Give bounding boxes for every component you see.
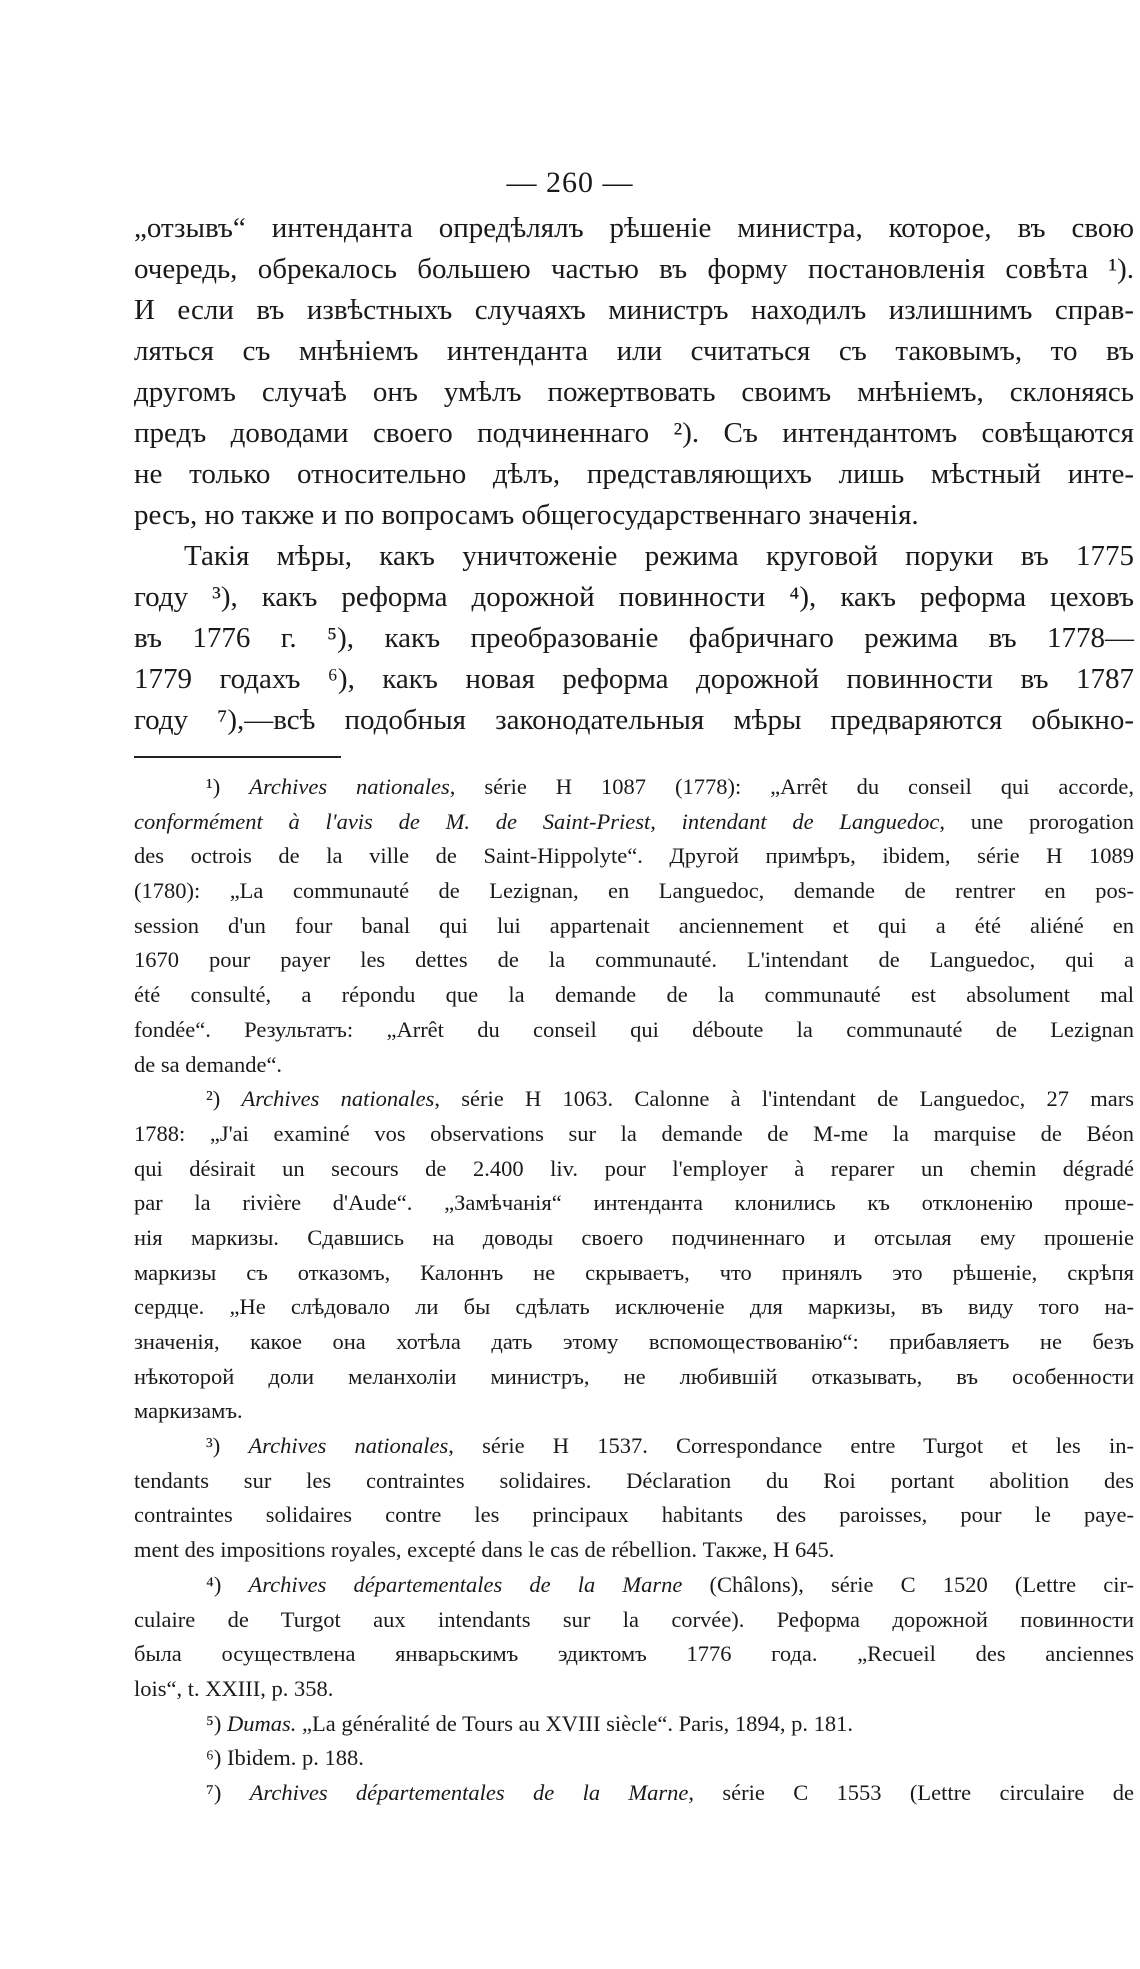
citation-title: Dumas.	[226, 1710, 297, 1736]
footnote-line	[134, 909, 1134, 944]
footnote-text: ment des impositions royales, excepté dans le cas de rébellion. Также, H 645.	[134, 1537, 835, 1563]
footnote-text: des octrois de la ville de Saint-Hippolyte“. Другой примѣръ, ibidem, série H 1089	[134, 843, 1134, 869]
footnote-line	[134, 770, 1134, 805]
footnote-text: tendants sur les contraintes solidaires. Déclaration du Roi portant abolition des	[134, 1467, 1134, 1493]
text-line: ляться съ мнѣніемъ интенданта или считаться съ таковымъ, то въ	[134, 335, 1134, 367]
footnote-text: сердце. „Не слѣдовало ли бы сдѣлать исключеніе для маркизы, въ виду того на-	[134, 1294, 1134, 1320]
text-line: предъ доводами своего подчиненнаго ²). Съ интендантомъ совѣщаются	[134, 417, 1134, 449]
footnote-line	[134, 1741, 1134, 1776]
footnote-line	[134, 1082, 1134, 1117]
footnote-line	[134, 1568, 1134, 1603]
footnote-line	[134, 1533, 1134, 1568]
footnote-text: нѣкоторой доли меланхоліи министръ, не любившій отказывать, въ особенности	[134, 1363, 1134, 1389]
footnote-text: de sa demande“.	[134, 1051, 283, 1077]
footnote-text: ⁵)	[206, 1710, 227, 1736]
footnote-line	[134, 1290, 1134, 1325]
footnote-line	[134, 1186, 1134, 1221]
footnote-line	[134, 839, 1134, 874]
text-line: году ³), какъ реформа дорожной повинности ⁴), какъ реформа цеховъ	[134, 581, 1134, 613]
footnote-text: ⁴)	[206, 1571, 249, 1597]
footnote-line	[134, 978, 1134, 1013]
text-line: въ 1776 г. ⁵), какъ преобразованіе фабричнаго режима въ 1778—	[134, 622, 1134, 654]
footnote-text: (Châlons), série C 1520 (Lettre cir-	[682, 1571, 1134, 1597]
footnote-line	[134, 1152, 1134, 1187]
text-line: очередь, обрекалось большею частью въ форму постановленія совѣта ¹).	[134, 253, 1134, 285]
footnote-text: , une prorogation	[939, 808, 1134, 834]
footnote-line	[134, 874, 1134, 909]
footnote-text: ¹)	[206, 774, 250, 799]
text-line: Такія мѣры, какъ уничтоженіе режима круговой поруки въ 1775	[184, 540, 1134, 572]
footnote-text: маркизы съ отказомъ, Калоннъ не скрываетъ, что принялъ это рѣшеніе, скрѣпя	[134, 1259, 1134, 1285]
footnote-text: session d'un four banal qui lui appartenait anciennement et qui a été aliéné en	[134, 912, 1134, 938]
footnote-text: fondée“. Результатъ: „Arrêt du conseil qui déboute la communauté de Lezignan	[134, 1016, 1134, 1042]
footnote-text: нія маркизы. Сдавшись на доводы своего подчиненнаго и отсылая ему прошеніе	[134, 1224, 1134, 1250]
footnote-text: „La généralité de Tours au XVIII siècle“. Paris, 1894, p. 181.	[296, 1710, 853, 1736]
footnote-text: значенія, какое она хотѣла дать этому вспомоществованію“: прибавляетъ не безъ	[134, 1329, 1134, 1354]
main-text	[134, 208, 1134, 741]
footnote-text: culaire de Turgot aux intendants sur la corvée). Реформа дорожной повинности	[134, 1606, 1134, 1632]
citation-title: Archives départementales de la Marne	[249, 1779, 689, 1805]
footnote-line	[134, 1707, 1134, 1742]
footnote-line	[134, 1394, 1134, 1429]
footnote-text: été consulté, a répondu que la demande de la communauté est absolument mal	[134, 982, 1134, 1008]
text-line: ресъ, но также и по вопросамъ общегосударственнаго значенія.	[134, 499, 919, 531]
footnote-text: ²)	[206, 1086, 242, 1112]
citation-title: conformément à l'avis de M. de Saint-Priest, intendant de Languedoc	[134, 808, 940, 834]
footnote-separator	[134, 756, 341, 758]
footnote-line	[134, 1464, 1134, 1499]
footnote-line	[134, 1013, 1134, 1048]
footnote-line	[134, 943, 1134, 978]
text-line: И если въ извѣстныхъ случаяхъ министръ находилъ излишнимъ справ-	[134, 294, 1134, 326]
footnote-line	[134, 1117, 1134, 1152]
footnote-line	[134, 1429, 1134, 1464]
text-line: не только относительно дѣлъ, представляющихъ лишь мѣстный инте-	[134, 458, 1134, 490]
footnote-line	[134, 1672, 1134, 1707]
footnote-text: , série C 1553 (Lettre circulaire de	[688, 1779, 1134, 1805]
citation-title: Archives nationales	[249, 774, 450, 799]
citation-title: Archives nationales	[241, 1086, 435, 1112]
footnote-text: , série H 1063. Calonne à l'intendant de Languedoc, 27 mars	[434, 1086, 1134, 1112]
text-line: другомъ случаѣ онъ умѣлъ пожертвовать своимъ мнѣніемъ, склоняясь	[134, 376, 1134, 408]
footnote-text: (1780): „La communauté de Lezignan, en Languedoc, demande de rentrer en pos-	[134, 878, 1134, 904]
footnotes	[134, 770, 1134, 1811]
footnote-line	[134, 1325, 1134, 1360]
citation-title: Archives nationales	[248, 1433, 449, 1459]
footnote-text: , série H 1087 (1778): „Arrêt du conseil qui accorde,	[449, 774, 1134, 799]
citation-title: Archives départementales de la Marne	[248, 1571, 683, 1597]
footnote-line	[134, 1637, 1134, 1672]
text-line: 1779 годахъ ⁶), какъ новая реформа дорожной повинности въ 1787	[134, 663, 1134, 695]
footnote-text: ⁶) Ibidem. p. 188.	[206, 1745, 364, 1771]
text-line: „отзывъ“ интенданта опредѣлялъ рѣшеніе министра, которое, въ свою	[134, 212, 1134, 244]
footnote-text: 1788: „J'ai examiné vos observations sur la demande de M-me la marquise de Béon	[134, 1120, 1134, 1146]
footnote-text: 1670 pour payer les dettes de la communauté. L'intendant de Languedoc, qui a	[134, 947, 1134, 973]
footnote-line	[134, 1498, 1134, 1533]
text-line: году ⁷),—всѣ подобныя законодательныя мѣры предваряются обыкно-	[134, 704, 1134, 736]
footnote-line	[134, 805, 1134, 840]
footnote-line	[134, 1221, 1134, 1256]
footnote-text: par la rivière d'Aude“. „Замѣчанія“ интенданта клонились къ отклоненію проше-	[134, 1190, 1134, 1216]
footnote-text: ⁷)	[206, 1779, 250, 1805]
footnote-line	[134, 1360, 1134, 1395]
footnote-text: contraintes solidaires contre les principaux habitants des paroisses, pour le paye-	[134, 1502, 1134, 1528]
footnote-line	[134, 1776, 1134, 1811]
footnote-text: ³)	[206, 1433, 249, 1459]
footnote-line	[134, 1048, 1134, 1083]
footnote-text: lois“, t. XXIII, p. 358.	[134, 1675, 334, 1701]
footnote-line	[134, 1603, 1134, 1638]
page-number: — 260 —	[506, 166, 634, 199]
footnote-text: qui désirait un secours de 2.400 liv. pour l'employer à reparer un chemin dégradé	[134, 1155, 1134, 1181]
footnote-text: маркизамъ.	[134, 1398, 243, 1424]
footnote-line	[134, 1256, 1134, 1291]
footnote-text: была осуществлена январьскимъ эдиктомъ 1776 года. „Recueil des anciennes	[134, 1641, 1134, 1667]
footnote-text: , série H 1537. Correspondance entre Turgot et les in-	[448, 1433, 1134, 1459]
